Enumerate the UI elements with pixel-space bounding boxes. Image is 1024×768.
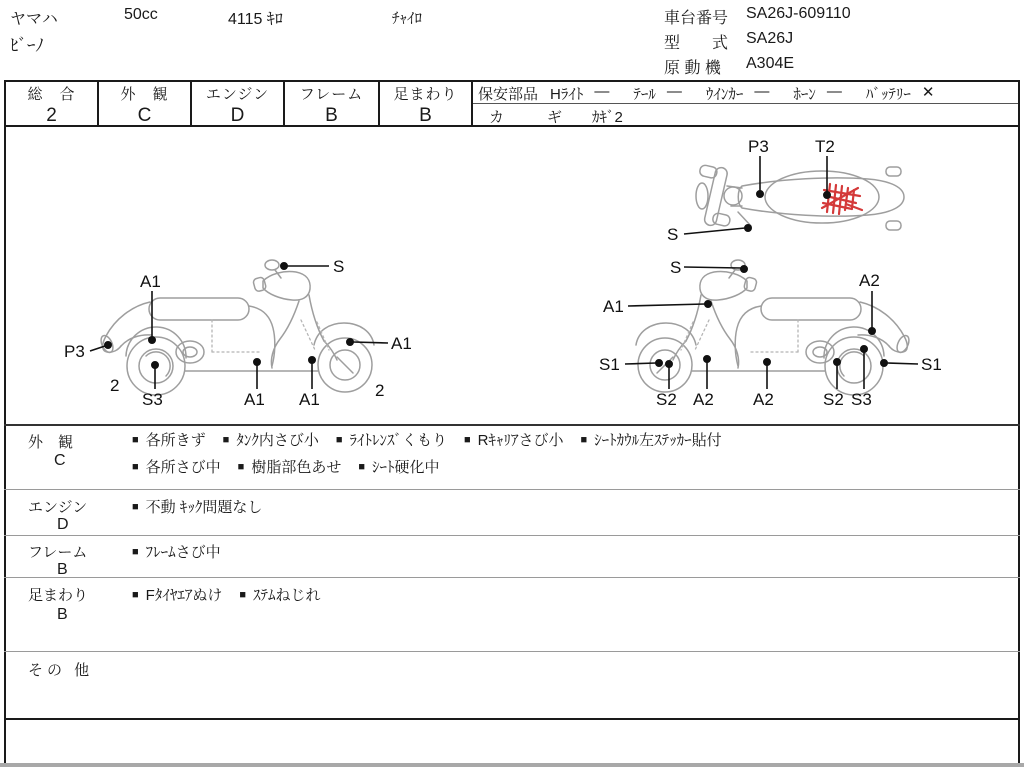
condition-label-exterior: 外 観 xyxy=(28,434,74,451)
displacement: 50cc xyxy=(124,6,158,23)
condition-grade: C xyxy=(54,452,66,469)
mark-label-s3: S3 xyxy=(851,390,872,409)
safety-item-headlight: Hﾗｲﾄ ― xyxy=(550,83,610,103)
safety-item-winker: ｳｲﾝｶｰ ― xyxy=(705,83,770,103)
grade-label: 総 合 xyxy=(27,86,76,103)
grade-label: 外 観 xyxy=(120,86,169,103)
mark-label-a1: A1 xyxy=(140,272,161,291)
key-value: ｶｷﾞ2 xyxy=(592,109,623,126)
mileage: 4115 ｷﾛ xyxy=(228,11,283,28)
grade-cell-exterior xyxy=(99,80,190,125)
grade-value: D xyxy=(230,105,245,126)
mark-label-a1: A1 xyxy=(299,390,320,409)
grade-value: B xyxy=(419,105,432,126)
bullet-icon: ■ xyxy=(358,460,365,473)
bullet-icon: ■ xyxy=(239,588,246,601)
model-code-row xyxy=(664,30,793,53)
defect-item: ■ Rｷｬﾘｱさび小 xyxy=(464,432,564,449)
mark-label-s2: S2 xyxy=(656,390,677,409)
defect-item: ■ 樹脂部色あせ xyxy=(237,459,342,476)
bullet-icon: ■ xyxy=(335,433,343,446)
grade-label: フレーム xyxy=(299,86,364,103)
mark-label-p3: P3 xyxy=(748,137,769,156)
mark-label-s2: S2 xyxy=(823,390,844,409)
seat-side-view xyxy=(149,298,249,320)
status-mark: ✕ xyxy=(921,84,935,101)
condition-label-other: その 他 xyxy=(28,662,94,679)
status-mark: ― xyxy=(666,83,682,100)
condition-label-engine: エンジン xyxy=(28,499,88,516)
safety-item-tail: ﾃｰﾙ ― xyxy=(633,83,682,103)
condition-items xyxy=(132,541,238,562)
window-bottom-edge xyxy=(0,763,1024,767)
grade-value: B xyxy=(325,105,338,126)
grade-value: C xyxy=(137,105,152,126)
condition-label-frame: フレーム xyxy=(28,544,88,561)
grade-cell-overall xyxy=(6,80,97,125)
safety-item-horn: ﾎｰﾝ ― xyxy=(793,83,842,103)
status-mark: ― xyxy=(826,83,842,100)
model-code-label: 型 式 xyxy=(664,35,729,52)
safety-parts-row xyxy=(478,83,959,104)
condition-grade: B xyxy=(57,561,68,578)
engine-code-label: 原 動 機 xyxy=(664,60,721,77)
grade-cell-engine xyxy=(192,80,283,125)
defect-item: ■ ｼｰﾄｶｳﾙ左ｽﾃｯｶｰ貼付 xyxy=(580,432,722,449)
mirror xyxy=(265,260,279,270)
leader-lines xyxy=(90,156,918,389)
mark-label-p3: P3 xyxy=(64,342,85,361)
maker-name: ヤマハ xyxy=(10,11,58,28)
key-row xyxy=(489,106,623,127)
grade-label: 足まわり xyxy=(393,86,458,103)
grade-cell-undercarriage xyxy=(380,80,471,125)
bullet-icon: ■ xyxy=(132,460,139,473)
safety-item-battery: ﾊﾞｯﾃﾘｰ ✕ xyxy=(865,84,935,103)
inspection-diagram xyxy=(0,127,1024,425)
model-code-value: SA26J xyxy=(746,30,794,47)
bullet-icon: ■ xyxy=(580,433,588,446)
defect-item: ■ ﾀﾝｸ内さび小 xyxy=(222,432,319,449)
mark-label-s: S xyxy=(670,258,682,277)
chassis-number-label: 車台番号 xyxy=(664,10,729,27)
mark-label-s: S xyxy=(333,257,345,276)
condition-items xyxy=(132,496,279,517)
grade-cell-frame xyxy=(285,80,378,125)
condition-grade: B xyxy=(57,606,68,623)
brake-lever xyxy=(738,212,751,226)
model-name: ﾋﾞｰﾉ xyxy=(10,36,44,55)
mark-label-a1: A1 xyxy=(391,334,412,353)
defect-item: ■ ﾗｲﾄﾚﾝｽﾞくもり xyxy=(335,432,448,449)
chassis-number-row xyxy=(664,5,851,28)
mark-label-s: S xyxy=(667,225,679,244)
grade-value: 2 xyxy=(46,105,57,126)
key-label: カ ギ xyxy=(489,109,577,126)
mark-label-s1: S1 xyxy=(921,355,942,374)
defect-item: ■ 不動 ｷｯｸ問題なし xyxy=(132,499,263,516)
condition-items xyxy=(132,456,457,477)
defect-item: ■ ｼｰﾄ硬化中 xyxy=(358,459,440,476)
mark-label-2: 2 xyxy=(375,381,385,400)
mark-label-a2: A2 xyxy=(859,271,880,290)
chassis-number-value: SA26J-609110 xyxy=(746,5,851,22)
defect-item: ■ 各所きず xyxy=(132,432,206,449)
condition-grade: D xyxy=(57,516,69,533)
condition-label-undercarriage: 足まわり xyxy=(28,587,89,604)
mark-label-2: 2 xyxy=(110,376,120,395)
mark-label-a1: A1 xyxy=(244,390,265,409)
grade-label: エンジン xyxy=(205,86,270,103)
headlight-pod xyxy=(263,271,310,300)
defect-item: ■ 各所さび中 xyxy=(132,459,221,476)
bullet-icon: ■ xyxy=(132,545,139,558)
safety-parts-title: 保安部品 xyxy=(478,86,539,103)
scooter-top-view xyxy=(696,164,904,230)
engine-code-value: A304E xyxy=(746,55,795,72)
condition-items xyxy=(132,429,739,450)
engine-code-row xyxy=(664,55,794,78)
mark-label-t2: T2 xyxy=(815,137,835,156)
status-mark: ― xyxy=(754,83,770,100)
bullet-icon: ■ xyxy=(464,433,471,446)
bullet-icon: ■ xyxy=(237,460,245,473)
defect-item: ■ ﾌﾚｰﾑさび中 xyxy=(132,544,221,561)
mark-label-a1: A1 xyxy=(603,297,624,316)
muffler xyxy=(176,341,204,363)
seat-top-view xyxy=(765,171,879,223)
condition-items xyxy=(132,584,338,605)
mark-label-a2: A2 xyxy=(693,390,714,409)
bullet-icon: ■ xyxy=(132,500,139,513)
bullet-icon: ■ xyxy=(132,588,139,601)
body-color: ﾁｬｲﾛ xyxy=(392,10,423,27)
mark-label-a2: A2 xyxy=(753,390,774,409)
mark-label-s3: S3 xyxy=(142,390,163,409)
bullet-icon: ■ xyxy=(222,433,230,446)
damage-scribble xyxy=(822,184,862,214)
defect-item: ■ Fﾀｲﾔｴｱぬけ xyxy=(132,587,223,604)
bullet-icon: ■ xyxy=(132,433,139,446)
status-mark: ― xyxy=(594,83,610,100)
mark-label-s1: S1 xyxy=(599,355,620,374)
defect-item: ■ ｽﾃﾑねじれ xyxy=(239,587,321,604)
